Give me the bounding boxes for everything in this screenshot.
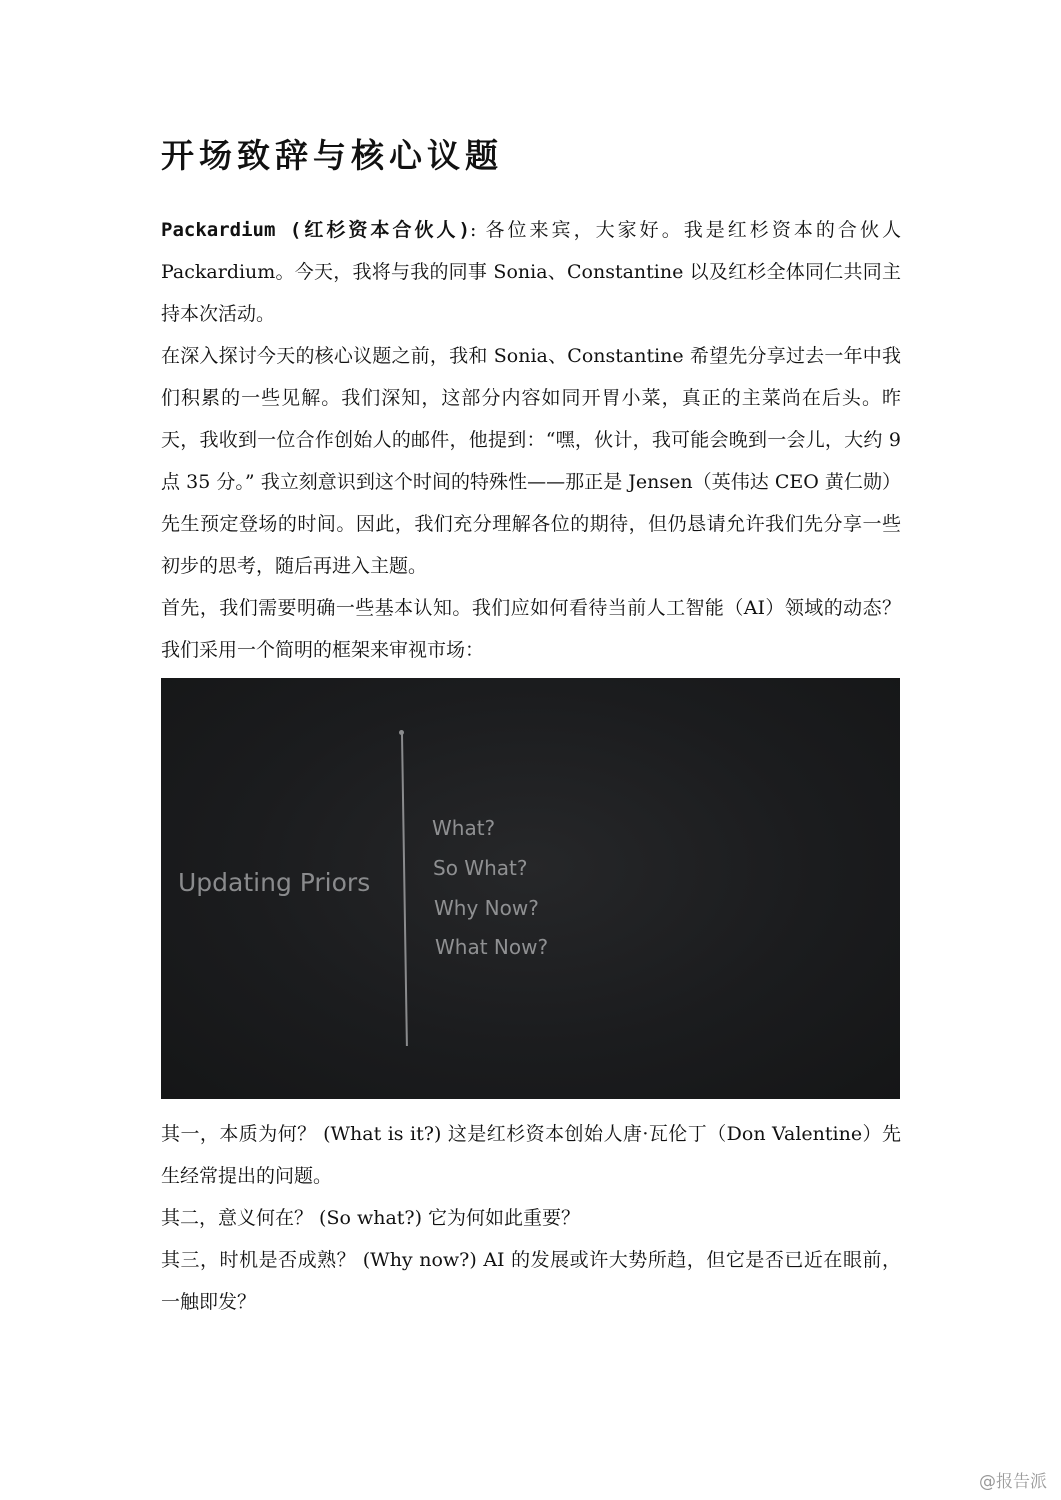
slide-question: What Now? (435, 935, 549, 959)
point-one: 其一，本质为何？ (What is it?) 这是红杉资本创始人唐·瓦伦丁（Don Valentine）先生经常提出的问题。 (161, 1123, 901, 1187)
slide-title: Updating Priors (178, 868, 371, 897)
slide-question: Why Now? (434, 896, 539, 920)
slide-image (161, 678, 900, 1099)
intro-text: : 各位来宾，大家好。我是红杉资本的合伙人 Packardium。今天，我将与我的同事 Sonia、Constantine 以及红杉全体同仁共同主持本次活动。 (161, 219, 901, 325)
paragraph-framework: 首先，我们需要明确一些基本认知。我们应如何看待当前人工智能（AI）领域的动态？我们采用一个简明的框架来审视市场： (161, 597, 901, 661)
intro-paragraph (161, 209, 901, 335)
slide-divider (401, 734, 408, 1046)
slide-question: So What? (433, 856, 528, 880)
section-heading: 开场致辞与核心议题 (161, 136, 503, 175)
watermark: @报告派 (979, 1472, 1047, 1492)
point-three: 其三，时机是否成熟？ (Why now?) AI 的发展或许大势所趋，但它是否已近在眼前，一触即发？ (161, 1249, 901, 1313)
paragraph-context: 在深入探讨今天的核心议题之前，我和 Sonia、Constantine 希望先分享过去一年中我们积累的一些见解。我们深知，这部分内容如同开胃小菜，真正的主菜尚在后头。昨天，我收到一位合作创始人的邮件，他提到：“嘿，伙计，我可能会晚到一会儿，大约 9 点 35 分。” 我立刻意识到这个时间的特殊性——那正是 Jensen（英伟达 CEO 黄仁勋）先生预定登场的时间。因此，我们充分理解各位的期待，但仍恳请允许我们先分享一些初步的思考，随后再进入主题。 (161, 345, 901, 577)
speaker-name: Packardium (红杉资本合伙人) (161, 219, 470, 241)
slide-question: What? (432, 816, 496, 840)
point-two: 其二，意义何在？ (So what?) 它为何如此重要？ (161, 1207, 581, 1229)
